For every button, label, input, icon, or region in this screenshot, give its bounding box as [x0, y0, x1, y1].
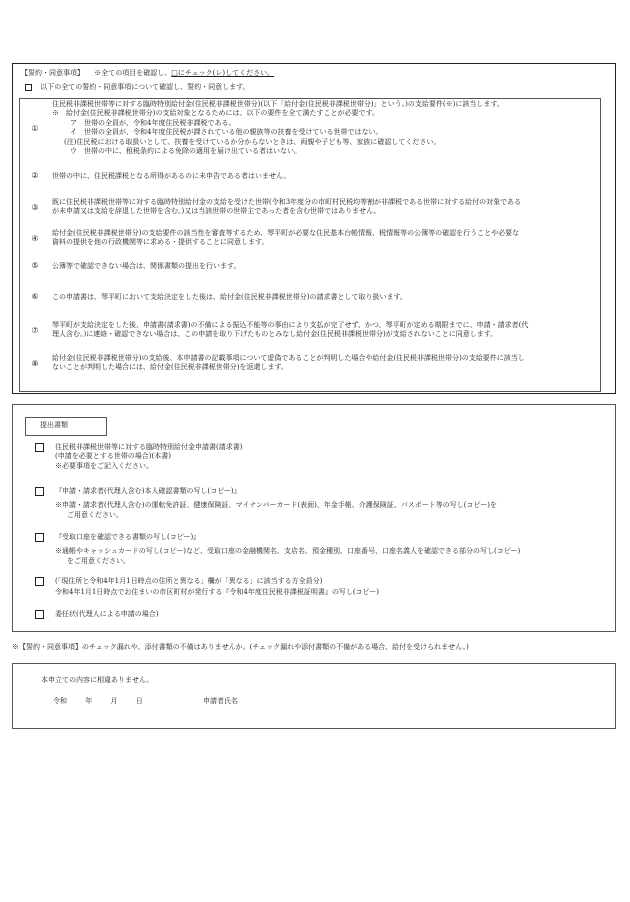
documents-title: 提出書類: [40, 421, 68, 429]
item-line: 琴平町が支給決定をした後、申請書(請求書)の不備による振込不能等の事由により支払が完了せず、かつ、琴平町が定める期限までに、申請・請求者(代: [52, 321, 529, 329]
item-number: ①: [31, 124, 39, 133]
item-line: イ 世帯の全員が、令和4年度住民税が課されている他の親族等の扶養を受けている世帯ではない。: [70, 128, 383, 137]
consent-item-4: [20, 229, 598, 255]
agree-all-row[interactable]: [25, 83, 250, 92]
document-line: 住民税非課税世帯等に対する臨時特別給付金申請書(請求書): [55, 443, 243, 451]
document-checkbox[interactable]: [35, 443, 44, 452]
month-label: 月: [110, 697, 118, 705]
item-line: 住民税非課税世帯等に対する臨時特別給付金(住民税非課税世帯分)(以下「給付金(住民税非課税世帯分)」という。)の支給要件(※)に該当します。: [52, 100, 504, 108]
item-line: 世帯の中に、住民税課税となる所得があるのに未申告である者はいません。: [52, 172, 291, 180]
document-checkbox[interactable]: [35, 610, 44, 619]
applicant-name-label[interactable]: 申請者氏名: [203, 697, 238, 705]
item-line: 公簿等で確認できない場合は、関係書類の提出を行います。: [52, 262, 241, 270]
document-line: 委任状(代理人による申請の場合): [55, 610, 159, 618]
item-number: ③: [31, 203, 39, 212]
item-number: ⑤: [31, 261, 39, 270]
item-line: 給付金(住民税非課税世帯分)の支給後、本申請書の記載事項について虚偽であることが判明した場合や給付金(住民税非課税世帯分)の支給要件に該当し: [52, 354, 525, 362]
item-line: ないことが判明した場合には、給付金(住民税非課税世帯分)を返還します。: [52, 363, 288, 372]
item-line: この申請書は、琴平町において支給決定をした後は、給付金(住民税非課税世帯分)の請求書として取り扱います。: [52, 293, 407, 301]
era-label: 令和: [53, 697, 67, 705]
document-line: ※通帳やキャッシュカードの写し(コピー)など、受取口座の金融機関名、支店名、預金種別、口座番号、口座名義人を確認できる部分の写し(コピー): [55, 547, 521, 556]
consent-item-5: [20, 261, 598, 281]
consent-note: ※全ての項目を確認し、: [94, 69, 172, 77]
document-line: 令和4年1月1日時点でお住まいの市区町村が発行する『令和4年度住民税非課税証明書』の写し(コピー): [55, 588, 379, 597]
item-line: 資料の提供を他の行政機関等に求める・提供することに同意します。: [52, 238, 269, 247]
document-text: [55, 533, 600, 566]
item-number: ②: [31, 171, 39, 180]
document-checkbox[interactable]: [35, 533, 44, 542]
consent-item-3: [20, 198, 598, 224]
consent-note-check: □にチェック(レ)してください。: [171, 69, 275, 77]
consent-item-1: [20, 100, 598, 166]
consent-header: [21, 69, 274, 78]
item-line: ア 世帯の全員が、令和4年度住民税非課税である。: [70, 118, 236, 127]
consent-items-table: [19, 98, 601, 392]
item-number: ⑥: [31, 292, 39, 301]
item-text: [52, 321, 592, 340]
document-line: (「現住所と令和4年1月1日時点の住所と異なる」欄が「異なる」に該当する方全員分): [55, 577, 323, 585]
document-checkbox[interactable]: [35, 577, 44, 586]
item-number: ④: [31, 234, 39, 243]
document-text: [55, 610, 600, 619]
consent-item-7: [20, 321, 598, 347]
declaration-date[interactable]: [53, 697, 159, 706]
document-item-5[interactable]: [35, 610, 605, 624]
item-text: [52, 293, 592, 302]
item-line: ウ 世帯の中に、租税条約による免除の適用を届け出ている者はいない。: [70, 147, 301, 156]
document-text: [55, 577, 600, 598]
agree-all-checkbox[interactable]: [25, 84, 32, 91]
document-checkbox[interactable]: [35, 487, 44, 496]
declaration-section: [12, 663, 616, 729]
item-number: ⑦: [31, 326, 39, 335]
document-line: ご用意ください。: [67, 510, 123, 519]
year-label: 年: [85, 697, 93, 705]
item-text: [52, 354, 592, 373]
item-text: [52, 229, 592, 248]
item-line: が未申請又は支給を辞退した世帯を含む。)又は当該世帯の世帯主であった者を含む世帯ではありません。: [52, 207, 381, 216]
documents-title-box: [25, 417, 107, 436]
document-line: ※申請・請求者(代理人含む)の運転免許証、健康保険証、マイナンバーカード(表面)、年金手帳、介護保険証、パスポート等の写し(コピー)を: [55, 501, 497, 510]
day-label: 日: [135, 697, 143, 705]
document-text: [55, 487, 600, 520]
item-text: [52, 172, 592, 181]
item-text: [52, 198, 592, 217]
consent-item-8: [20, 354, 598, 380]
item-line: 給付金(住民税非課税世帯分)の支給要件の該当性を審査等するため、琴平町が必要な住民基本台帳情報、税情報等の公簿等の確認を行うことや必要な: [52, 229, 520, 237]
document-text: [55, 443, 600, 471]
document-line: をご用意ください。: [67, 556, 130, 565]
document-item-4[interactable]: [35, 577, 605, 603]
item-number: ⑧: [31, 359, 39, 368]
document-item-2[interactable]: [35, 487, 605, 527]
item-line: (注)住民税における取扱いとして、扶養を受けているか分からないときは、両親や子ども等、家族に確認してください。: [64, 137, 441, 146]
item-text: [52, 262, 592, 271]
agree-all-label: 以下の全ての誓約・同意事項について確認し、誓約・同意します。: [40, 83, 250, 91]
document-item-1[interactable]: [35, 443, 605, 479]
document-line: 『申請・請求者(代理人含む)本人確認書類の写し(コピー)』: [55, 487, 241, 495]
check-note: ※【誓約・同意事項】のチェック漏れや、添付書類の不備はありませんか。(チェック漏れや添付書類の不備がある場合、給付を受けられません。): [12, 643, 469, 651]
consent-item-6: [20, 292, 598, 312]
consent-title: 【誓約・同意事項】: [21, 69, 84, 77]
documents-section: [12, 404, 616, 632]
document-item-3[interactable]: [35, 533, 605, 573]
declaration-text: 本申立ての内容に相違ありません。: [41, 676, 154, 684]
item-line: ※ 給付金(住民税非課税世帯分)の支給対象となるためには、以下の要件を全て満たすことが必要です。: [52, 109, 379, 118]
document-line: ※必要事項をご記入ください。: [55, 461, 153, 470]
document-line: 『受取口座を確認できる書類の写し(コピー)』: [55, 533, 201, 541]
consent-section: [12, 63, 616, 394]
consent-item-2: [20, 171, 598, 193]
item-line: 既に住民税非課税世帯等に対する臨時特別給付金の支給を受けた世帯(令和3年度分の市町村民税均等割が非課税である世帯に対する給付の対象である: [52, 198, 522, 206]
item-text: [52, 100, 592, 157]
item-line: 理人含む。)に連絡・確認できない場合は、この申請を取り下げたものとみなし給付金(住民税非課税世帯分)が支給されないことに同意します。: [52, 330, 498, 339]
document-line: (申請を必要とする世帯の場合)(本書): [55, 452, 171, 461]
